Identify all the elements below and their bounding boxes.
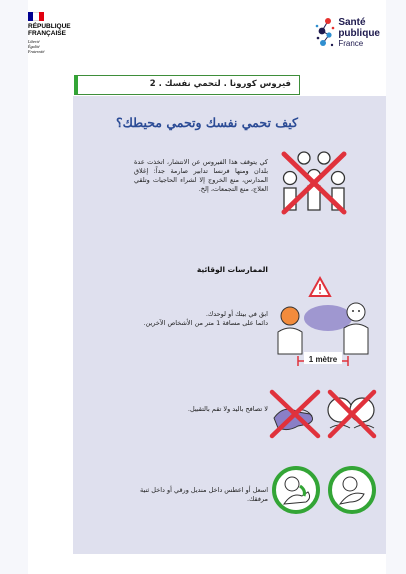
intro-text: كي يتوقف هذا الفيروس عن الانتشار، اتخذت عدة بلدان ومنها فرنسا تدابير صارمة جداً: إغلاق المدارس، منع الخروج إلا لشراء الحاجيات وتلقي العلاج، منع التجمعات، إلخ. (134, 158, 268, 193)
sante-publique-france-logo (314, 16, 380, 50)
agency-name-line2: publique (338, 28, 380, 39)
practice-cough-text: اسعل أو اعطس داخل منديل ورقي أو داخل ثنية مرفقك. (140, 486, 268, 503)
no-handshake-icon (268, 388, 380, 440)
page-title: كيف تحمي نفسك وتحمي محيطك؟ (116, 115, 298, 130)
republic-motto: Liberté Égalité Fraternité (28, 39, 45, 54)
agency-name-line1: Santé (338, 17, 366, 28)
cough-elbow-icon (270, 464, 380, 516)
republique-francaise-logo (28, 12, 98, 54)
section-heading: الممارسات الوقائية (196, 265, 268, 274)
banner-label: فيروس كورونا . لتحمي نفسك . 2 (149, 79, 291, 89)
french-flag-icon (28, 12, 44, 21)
practice-distance-text: ابق في بيتك أو لوحدك. دائما على مسافة 1 متر من الأشخاص الآخرين. (143, 310, 268, 327)
flyer-page (28, 0, 386, 574)
no-gathering-icon (278, 148, 350, 218)
molecule-icon (314, 16, 336, 50)
practice-handshake-text: لا تصافح باليد ولا تقم بالتقبيل. (187, 405, 268, 413)
republic-name: RÉPUBLIQUE FRANÇAISE (28, 23, 71, 37)
section-banner (74, 75, 300, 95)
distance-label: 1 mètre (308, 355, 338, 364)
agency-name-line3: France (338, 39, 364, 48)
